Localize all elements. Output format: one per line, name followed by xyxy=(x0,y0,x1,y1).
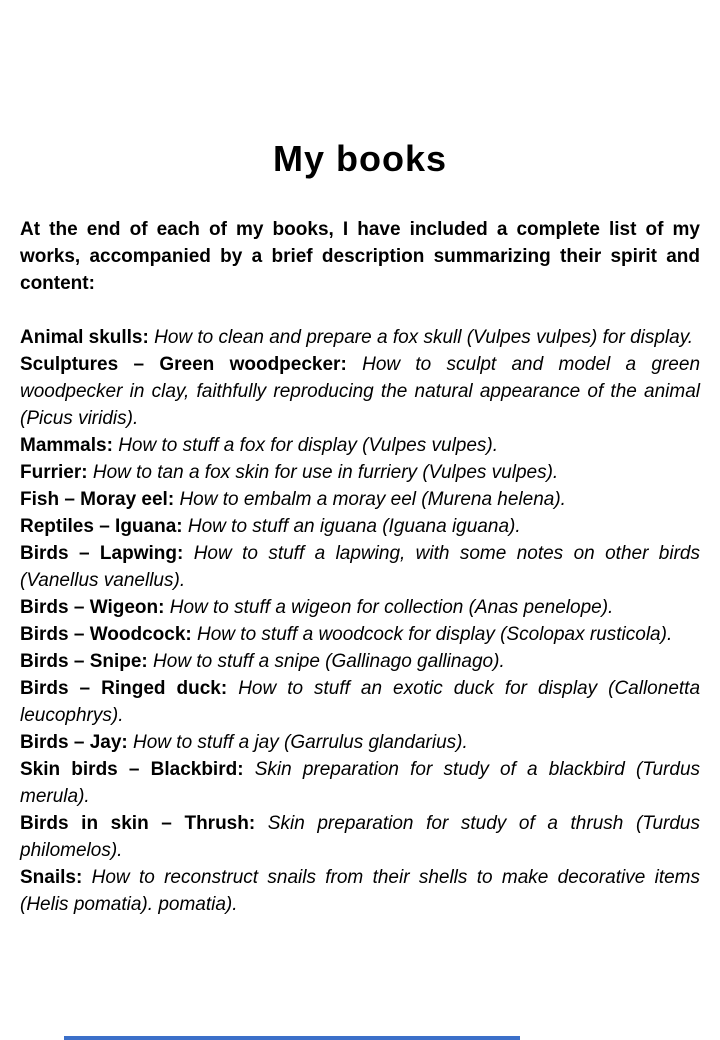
book-entry xyxy=(20,756,700,810)
bottom-accent-bar xyxy=(64,1036,520,1040)
book-entry-label: Birds – Wigeon: xyxy=(20,597,165,618)
page-title: My books xyxy=(272,138,448,179)
book-entry-label: Skin birds – Blackbird: xyxy=(20,759,244,780)
book-entry-label: Mammals: xyxy=(20,435,113,456)
book-entry xyxy=(20,486,700,513)
book-entry-label: Sculptures – Green woodpecker: xyxy=(20,354,347,375)
book-entry xyxy=(20,810,700,864)
book-entry-description: Skin preparation for study of a blackbird (Turdus merula). xyxy=(20,759,701,807)
book-entry-label: Furrier: xyxy=(20,462,88,483)
book-entry xyxy=(20,648,700,675)
book-entry-label: Birds – Ringed duck: xyxy=(20,678,228,699)
book-entry-description: How to tan a fox skin for use in furriery (Vulpes vulpes). xyxy=(92,462,559,483)
book-entry xyxy=(20,513,700,540)
book-entry-label: Animal skulls: xyxy=(20,327,149,348)
book-entry xyxy=(20,621,700,648)
book-entry xyxy=(20,594,700,621)
book-entry-label: Birds in skin – Thrush: xyxy=(20,813,256,834)
book-entry xyxy=(20,864,700,918)
book-entry xyxy=(20,351,700,432)
book-entry-label: Fish – Moray eel: xyxy=(20,489,175,510)
book-entry-description: How to stuff a wigeon for collection (Anas penelope). xyxy=(169,597,614,618)
book-entry xyxy=(20,432,700,459)
book-entry xyxy=(20,675,700,729)
book-entry-description: How to clean and prepare a fox skull (Vulpes vulpes) for display. xyxy=(154,327,694,348)
book-entry-description: How to reconstruct snails from their shells to make decorative items (Helis pomatia). pomatia). xyxy=(20,867,700,915)
book-entry-description: How to stuff a jay (Garrulus glandarius). xyxy=(133,732,468,753)
book-entry xyxy=(20,540,700,594)
book-entry-label: Snails: xyxy=(20,867,83,888)
book-entry xyxy=(20,459,700,486)
book-entry-description: Skin preparation for study of a thrush (Turdus philomelos). xyxy=(20,813,700,861)
book-entry-description: How to embalm a moray eel (Murena helena). xyxy=(179,489,566,510)
book-entry-label: Birds – Lapwing: xyxy=(20,543,184,564)
book-entry-description: How to stuff an iguana (Iguana iguana). xyxy=(187,516,521,537)
book-entry-label: Birds – Snipe: xyxy=(20,651,148,672)
book-entry-label: Birds – Woodcock: xyxy=(20,624,192,645)
book-entry xyxy=(20,324,700,351)
book-entry-description: How to stuff a snipe (Gallinago gallinago). xyxy=(153,651,505,672)
book-entry-description: How to stuff an exotic duck for display (Callonetta leucophrys). xyxy=(20,678,701,726)
book-entry-label: Reptiles – Iguana: xyxy=(20,516,183,537)
book-entry-label: Birds – Jay: xyxy=(20,732,128,753)
book-entry-description: How to stuff a lapwing, with some notes on other birds (Vanellus vanellus). xyxy=(20,543,700,591)
book-list xyxy=(20,324,700,918)
book-entry-description: How to sculpt and model a green woodpecker in clay, faithfully reproducing the natural appearance of the animal (Picus viridis). xyxy=(20,354,701,429)
book-entry-description: How to stuff a fox for display (Vulpes vulpes). xyxy=(118,435,499,456)
intro-paragraph: At the end of each of my books, I have included a complete list of my works, accompanied by a brief description summarizing their spirit and content: xyxy=(20,219,700,294)
book-entry xyxy=(20,729,700,756)
book-entry-description: How to stuff a woodcock for display (Scolopax rusticola). xyxy=(197,624,673,645)
